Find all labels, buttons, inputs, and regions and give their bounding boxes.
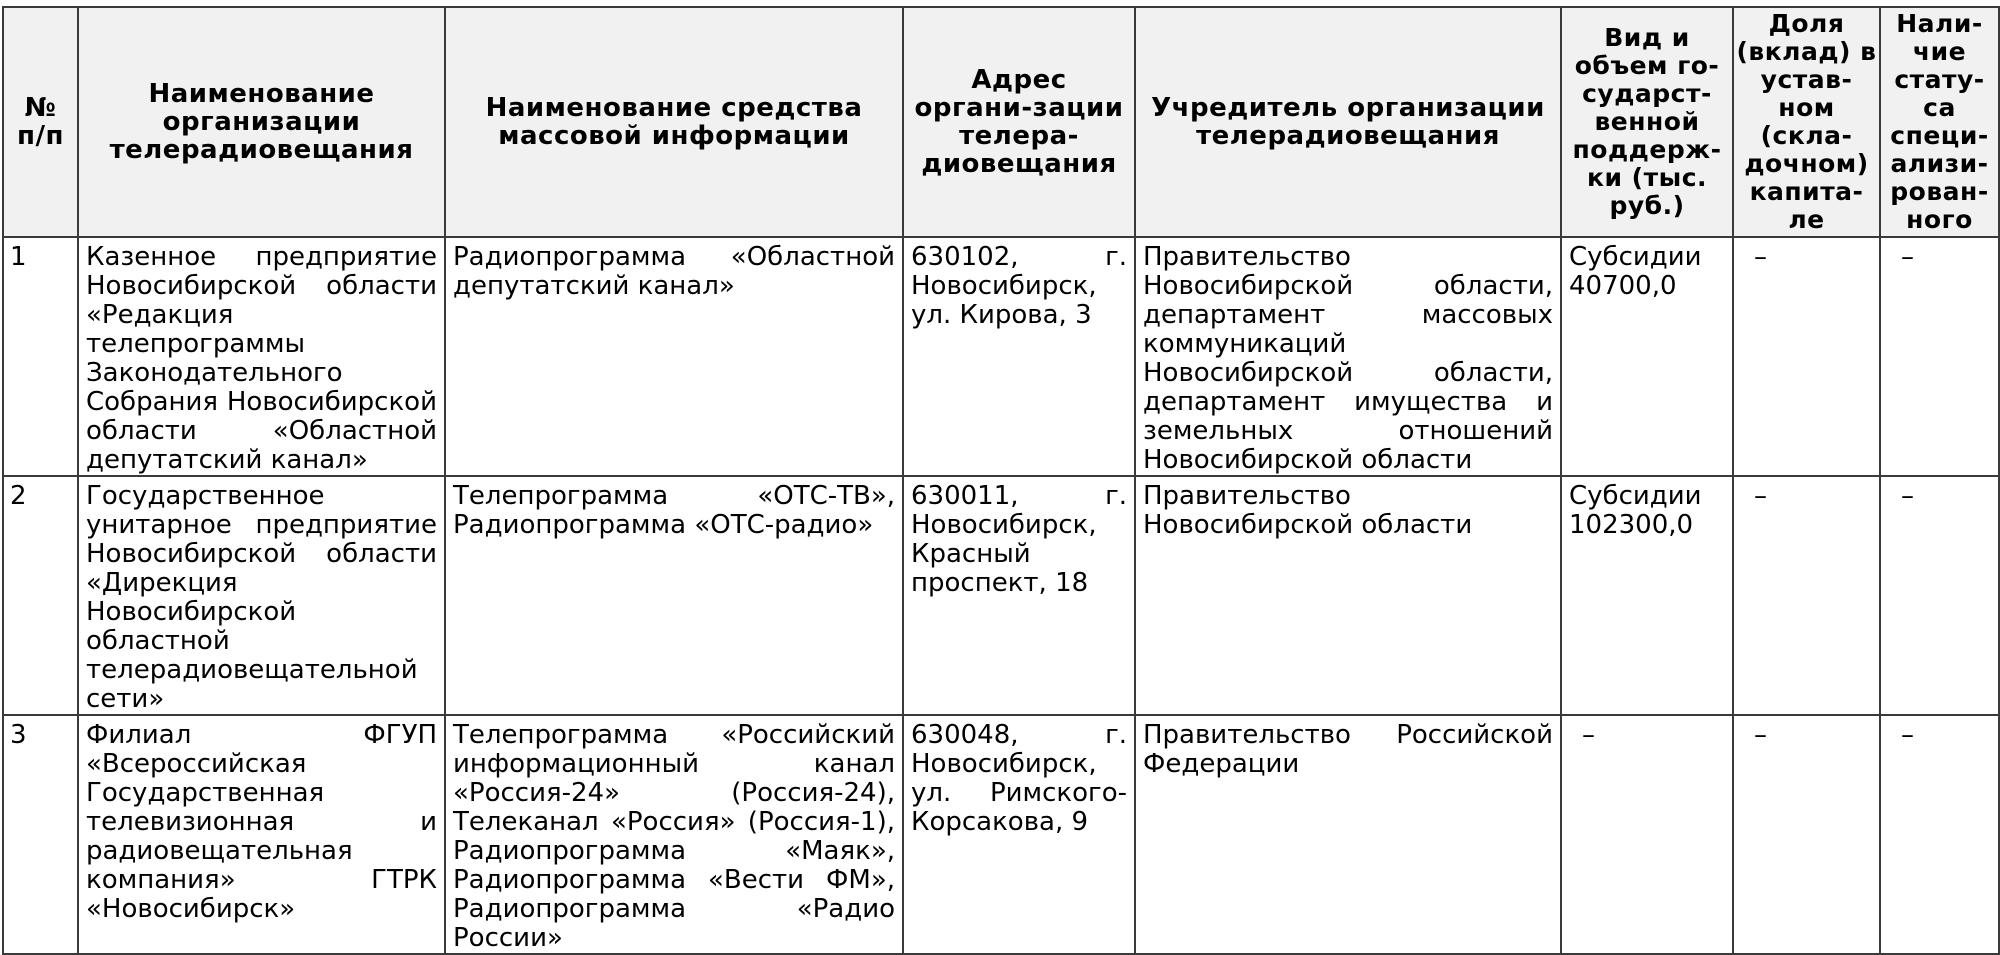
cell-media: Радиопрограмма «Областной депутатский канал»: [445, 237, 903, 476]
table-row: [3, 476, 1999, 715]
header-founder: Учредитель организации телерадиовещания: [1135, 7, 1561, 237]
cell-share: –: [1733, 476, 1880, 715]
header-row: [3, 7, 1999, 237]
header-status: Нали-чие стату-са специ-ализи-рован-ного: [1880, 7, 1999, 237]
cell-share: –: [1733, 715, 1880, 954]
header-organization: Наименование организации телерадиовещания: [78, 7, 445, 237]
cell-founder: Правительство Новосибирской области: [1135, 476, 1561, 715]
cell-founder: Правительство Новосибирской области, департамент массовых коммуникаций Новосибирской области, департамент имущества и земельных отношений Новосибирской области: [1135, 237, 1561, 476]
broadcasters-table: [2, 6, 2000, 955]
cell-status: –: [1880, 476, 1999, 715]
cell-media: Телепрограмма «ОТС-ТВ», Радиопрограмма «ОТС-радио»: [445, 476, 903, 715]
cell-founder: Правительство Российской Федерации: [1135, 715, 1561, 954]
table-row: [3, 237, 1999, 476]
table-row: [3, 715, 1999, 954]
cell-address: 630102, г. Новосибирск, ул. Кирова, 3: [903, 237, 1135, 476]
cell-media: Телепрограмма «Российский информационный канал «Россия-24» (Россия-24), Телеканал «Россия» (Россия-1), Радиопрограмма «Маяк», Радиопрограмма «Вести ФМ», Радиопрограмма «Радио России»: [445, 715, 903, 954]
cell-organization: Филиал ФГУП «Всероссийская Государственная телевизионная и радиовещательная компания» ГТРК «Новосибирск»: [78, 715, 445, 954]
header-num: № п/п: [3, 7, 78, 237]
cell-share: –: [1733, 237, 1880, 476]
cell-address: 630011, г. Новосибирск, Красный проспект, 18: [903, 476, 1135, 715]
header-share: Доля (вклад) в устав-ном (скла-дочном) капита-ле: [1733, 7, 1880, 237]
cell-organization: Казенное предприятие Новосибирской области «Редакция телепрограммы Законодательного Собрания Новосибирской области «Областной депутатский канал»: [78, 237, 445, 476]
cell-status: –: [1880, 715, 1999, 954]
cell-status: –: [1880, 237, 1999, 476]
header-support: Вид и объем го-сударст-венной поддерж-ки (тыс. руб.): [1561, 7, 1733, 237]
header-address: Адрес органи-зации телера-диовещания: [903, 7, 1135, 237]
cell-organization: Государственное унитарное предприятие Новосибирской области «Дирекция Новосибирской областной телерадиовещательной сети»: [78, 476, 445, 715]
cell-support: Субсидии 40700,0: [1561, 237, 1733, 476]
cell-num: 1: [3, 237, 78, 476]
cell-address: 630048, г. Новосибирск, ул. Римского-Корсакова, 9: [903, 715, 1135, 954]
cell-num: 3: [3, 715, 78, 954]
cell-support: –: [1561, 715, 1733, 954]
header-media: Наименование средства массовой информации: [445, 7, 903, 237]
cell-support: Субсидии 102300,0: [1561, 476, 1733, 715]
cell-num: 2: [3, 476, 78, 715]
